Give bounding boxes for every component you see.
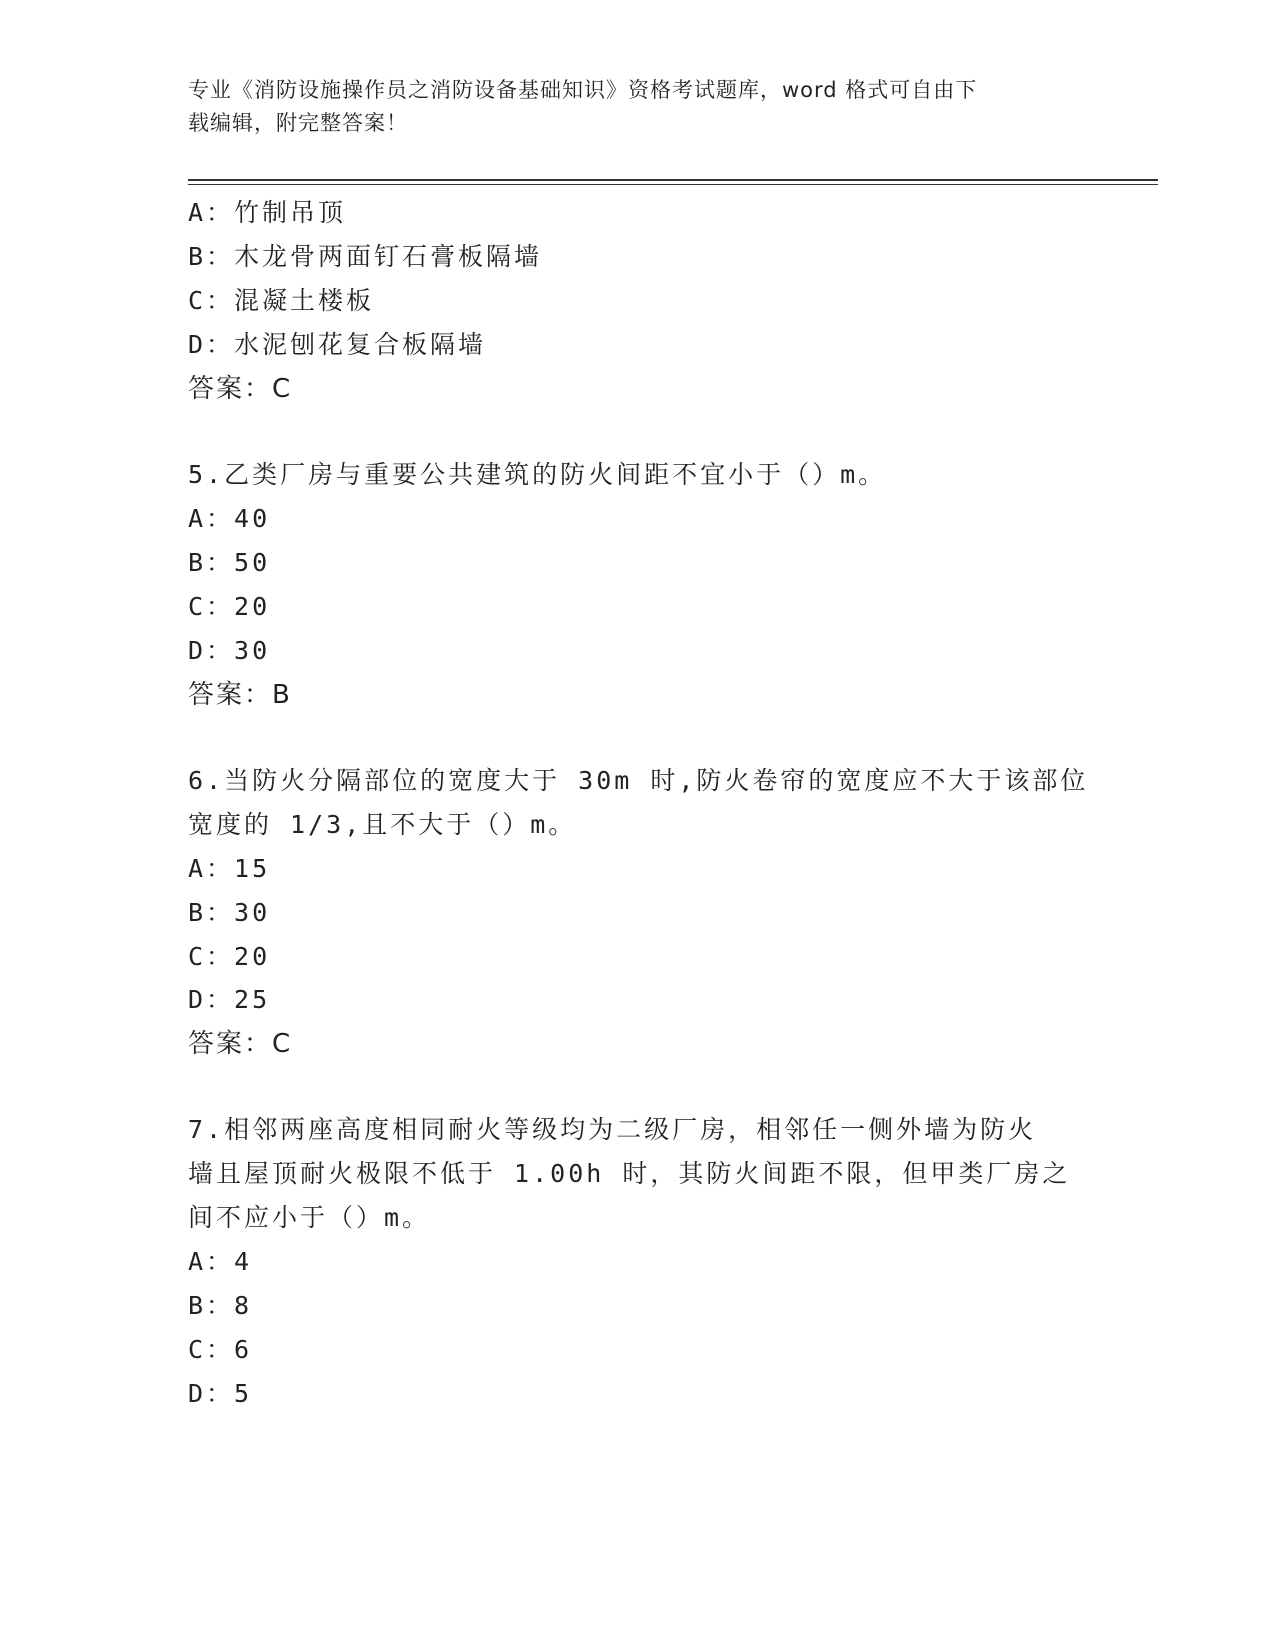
header-divider-thick (188, 179, 1158, 181)
q7-question-line-2: 墙且屋顶耐火极限不低于 1.00h 时，其防火间距不限，但甲类厂房之 (188, 1159, 1071, 1188)
q6-option-c: C：20 (188, 942, 271, 971)
q7-question-line-1: 7.相邻两座高度相同耐火等级均为二级厂房，相邻任一侧外墙为防火 (188, 1115, 1037, 1144)
q4-option-c: C：混凝土楼板 (188, 286, 375, 315)
q7-option-a: A：4 (188, 1247, 253, 1276)
q5-answer: 答案：B (188, 680, 292, 710)
header-line-2: 载编辑，附完整答案！ (188, 111, 408, 135)
q5-option-b: B：50 (188, 548, 271, 577)
q5-question: 5.乙类厂房与重要公共建筑的防火间距不宜小于（）m。 (188, 460, 887, 489)
q6-option-a: A：15 (188, 854, 271, 883)
q7-question-line-3: 间不应小于（）m。 (188, 1203, 431, 1232)
q4-option-b: B：木龙骨两面钉石膏板隔墙 (188, 242, 543, 271)
q6-question-line-1: 6.当防火分隔部位的宽度大于 30m 时,防火卷帘的宽度应不大于该部位 (188, 766, 1089, 795)
header-divider-thin (188, 184, 1158, 185)
q4-option-d: D：水泥刨花复合板隔墙 (188, 330, 487, 359)
q6-option-b: B：30 (188, 898, 271, 927)
q6-option-d: D：25 (188, 985, 271, 1014)
document-header (188, 74, 1068, 140)
q4-option-a: A：竹制吊顶 (188, 198, 347, 227)
q5-option-a: A：40 (188, 504, 271, 533)
q4-answer: 答案：C (188, 374, 293, 404)
q7-option-c: C：6 (188, 1335, 253, 1364)
header-line-1: 专业《消防设施操作员之消防设备基础知识》资格考试题库，word 格式可自由下 (188, 78, 978, 102)
q6-answer: 答案：C (188, 1029, 293, 1059)
q6-question-line-2: 宽度的 1/3,且不大于（）m。 (188, 810, 577, 839)
q5-option-d: D：30 (188, 636, 271, 665)
q7-option-d: D：5 (188, 1379, 253, 1408)
q5-option-c: C：20 (188, 592, 271, 621)
q7-option-b: B：8 (188, 1291, 253, 1320)
